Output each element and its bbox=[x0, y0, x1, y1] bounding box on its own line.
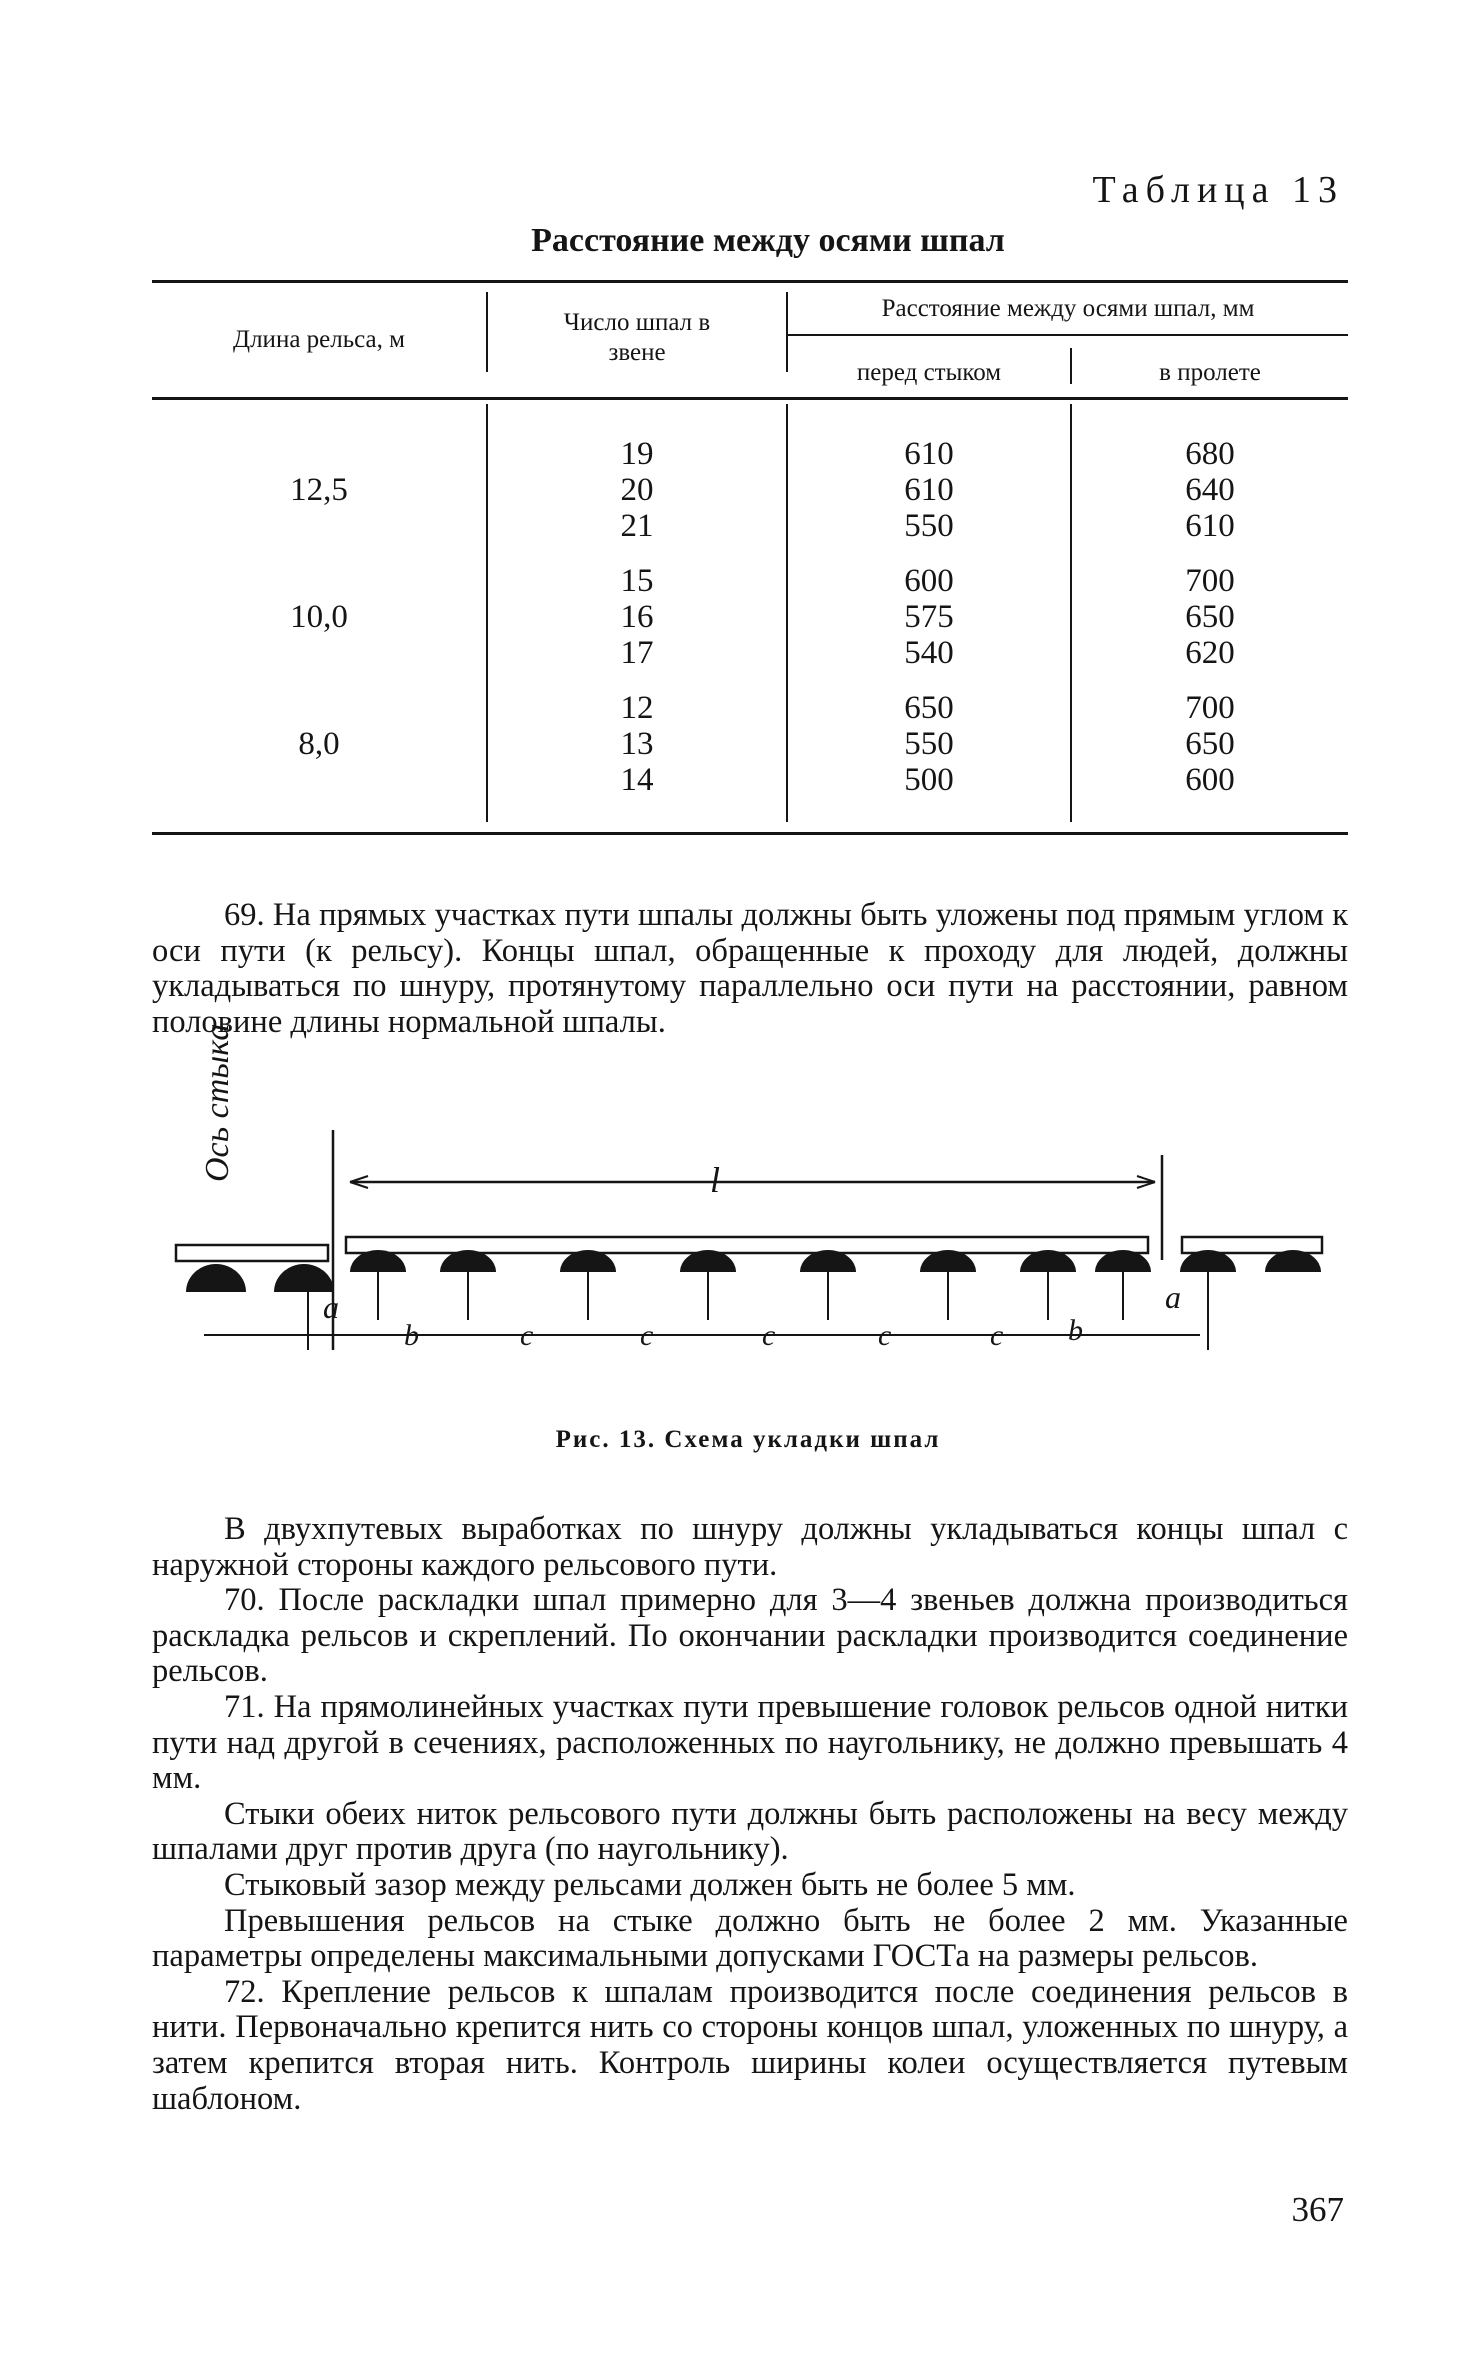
c-label: c bbox=[990, 1319, 1004, 1352]
a-label-left: a bbox=[323, 1289, 339, 1325]
rail-length-cell: 8,0 bbox=[298, 726, 340, 762]
table-row-group bbox=[152, 563, 1348, 671]
in-span-cell: 700 650 620 bbox=[1185, 563, 1235, 671]
before-joint-cell: 600 575 540 bbox=[904, 563, 954, 671]
table-row-group bbox=[152, 690, 1348, 798]
in-span-cell: 700 650 600 bbox=[1185, 690, 1235, 798]
figure-caption: Рис. 13. Схема укладки шпал bbox=[555, 1426, 941, 1453]
before-joint-cell: 650 550 500 bbox=[904, 690, 954, 798]
table-subheader-rule bbox=[787, 334, 1348, 336]
c-label: c bbox=[762, 1319, 776, 1352]
sleepers-count-cell: 15 16 17 bbox=[620, 563, 654, 671]
left-rail bbox=[176, 1245, 328, 1261]
in-span-cell: 680 640 610 bbox=[1185, 436, 1235, 544]
rail-length-cell: 12,5 bbox=[290, 472, 348, 508]
table-vrule-1 bbox=[486, 292, 488, 372]
a-label-right: a bbox=[1165, 1279, 1181, 1315]
header-sleepers-count: Число шпал в звене bbox=[563, 309, 711, 366]
paragraph-70: 70. После раскладки шпал примерно для 3—4 звеньев должна производиться раскладка рельсов и скреплений. По окончании раскладки производится соединение рельсов. bbox=[152, 1582, 1348, 1690]
sleeper-layout-diagram bbox=[150, 1023, 1350, 1370]
sleeper bbox=[274, 1264, 334, 1292]
paragraph-excess: Превышения рельсов на стыке должно быть не более 2 мм. Указанные параметры определены максимальными допусками ГОСТа на размеры рельсов. bbox=[152, 1902, 1348, 1975]
sleepers-count-cell: 19 20 21 bbox=[620, 436, 654, 544]
paragraph-69: 69. На прямых участках пути шпалы должны быть уложены под прямым углом к оси пути (к рельсу). Концы шпал, обращенные к проходу для людей, должны укладываться по шнуру, протянутому параллельно оси пути на расстоянии, равном половине длины нормальной шпалы. bbox=[152, 897, 1348, 1040]
paragraph-double-track: В двухпутевых выработках по шнуру должны укладываться концы шпал с наружной стороны каждого рельсового пути. bbox=[152, 1511, 1348, 1583]
rail-length-cell: 10,0 bbox=[290, 599, 348, 635]
paragraph-72: 72. Крепление рельсов к шпалам производится после соединения рельсов в нити. Первоначально крепится нить со стороны концов шпал, уложенных по шнуру, а затем крепится вторая нить. Контроль ширины колеи осуществляется путевым шаблоном. bbox=[152, 1973, 1348, 2117]
header-rail-length: Длина рельса, м bbox=[233, 326, 405, 353]
b-label-right: b bbox=[1068, 1314, 1083, 1347]
table-title: Расстояние между осями шпал bbox=[531, 222, 1005, 259]
c-label: c bbox=[640, 1319, 654, 1352]
c-label: c bbox=[878, 1319, 892, 1352]
sleeper bbox=[186, 1264, 246, 1292]
axis-label: Ось стыка bbox=[199, 1023, 236, 1182]
b-label-left: b bbox=[404, 1319, 419, 1352]
header-in-span: в пролете bbox=[1159, 359, 1261, 386]
paragraph-gap: Стыковый зазор между рельсами должен быть не более 5 мм. bbox=[224, 1866, 1076, 1903]
header-distance-group: Расстояние между осями шпал, мм bbox=[881, 295, 1255, 322]
table-bottom-rule bbox=[152, 832, 1348, 835]
c-label: c bbox=[520, 1319, 534, 1352]
paragraph-71: 71. На прямолинейных участках пути превышение головок рельсов одной нитки пути над другой в сечениях, расположенных по наугольнику, не должно превышать 4 мм. bbox=[152, 1688, 1348, 1797]
table-header-rule bbox=[152, 397, 1348, 400]
sleeper-markers bbox=[186, 1250, 1321, 1292]
header-before-joint: перед стыком bbox=[856, 359, 1002, 386]
page-number: 367 bbox=[1291, 2190, 1344, 2229]
table-top-rule bbox=[152, 280, 1348, 283]
table-label: Таблица 13 bbox=[1092, 169, 1344, 211]
sleepers-count-cell: 12 13 14 bbox=[620, 690, 654, 798]
before-joint-cell: 610 610 550 bbox=[904, 436, 954, 544]
table-row-group bbox=[152, 436, 1348, 544]
body-text bbox=[152, 1512, 1348, 2117]
paragraph-joints: Стыки обеих ниток рельсового пути должны быть расположены на весу между шпалами друг против друга (по наугольнику). bbox=[152, 1795, 1348, 1868]
paragraph-69-block bbox=[152, 898, 1348, 1040]
length-label: l bbox=[710, 1160, 721, 1200]
sleeper-spacing-table bbox=[152, 280, 1348, 840]
